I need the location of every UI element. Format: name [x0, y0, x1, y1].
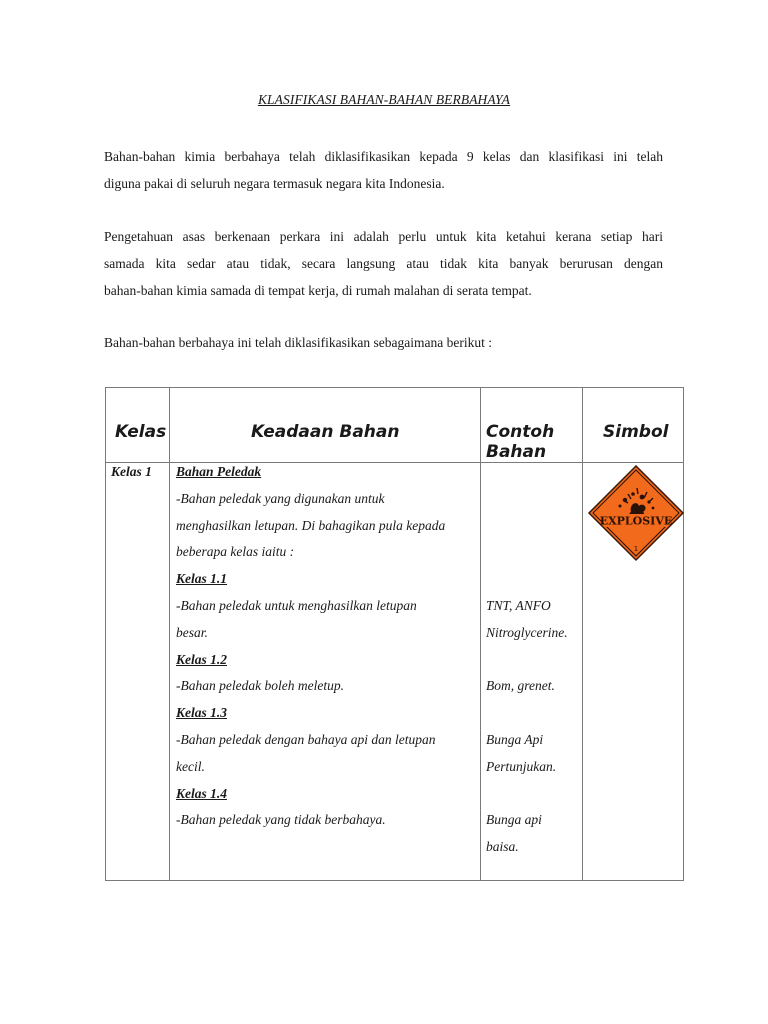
document-title: KLASIFIKASI BAHAN-BAHAN BERBAHAYA — [257, 92, 511, 107]
paragraph-line: samada kita sedar atau tidak, secara langsung atau tidak kita banyak berurusan dengan — [104, 256, 663, 271]
class-description-line: -Bahan peledak yang digunakan untuk — [176, 490, 385, 506]
example-line: baisa. — [486, 839, 519, 855]
class-description-line: -Bahan peledak yang tidak berbahaya. — [176, 812, 386, 828]
class-heading: Kelas 1.1 — [176, 571, 228, 587]
class-description-line: -Bahan peledak boleh meletup. — [176, 678, 344, 694]
paragraph-line: diguna pakai di seluruh negara termasuk negara kita Indonesia. — [104, 176, 445, 191]
hazard-class-number: 1 — [633, 545, 639, 553]
explosive-label: EXPLOSIVE — [599, 514, 673, 528]
classification-intro — [104, 329, 663, 356]
class-heading: Kelas 1.3 — [176, 705, 228, 721]
paragraph-line: Bahan-bahan kimia berbahaya telah diklasifikasikan kepada 9 kelas dan klasifikasi ini telah — [104, 149, 663, 164]
header-simbol: Simbol — [603, 422, 669, 442]
example-line: Bom, grenet. — [486, 678, 555, 694]
class-heading: Bahan Peledak — [176, 464, 262, 479]
header-contoh-bahan: Contoh Bahan — [486, 422, 555, 462]
header-kelas: Kelas — [115, 422, 167, 442]
class-description-line: menghasilkan letupan. Di bahagikan pula kepada — [176, 517, 446, 533]
example-line: TNT, ANFO — [486, 598, 551, 613]
explosive-hazard-icon — [587, 464, 685, 562]
row-kelas-label: Kelas 1 — [111, 464, 152, 479]
class-description-line: -Bahan peledak untuk menghasilkan letupan — [176, 598, 417, 613]
class-description-line: beberapa kelas iaitu : — [176, 544, 295, 560]
example-line: Bunga Api — [486, 732, 544, 747]
class-description-line: kecil. — [176, 758, 205, 774]
example-line: Bunga api — [486, 812, 542, 828]
class-description-line: besar. — [176, 624, 208, 640]
classification-table — [105, 387, 684, 881]
knowledge-paragraph — [104, 223, 663, 304]
paragraph-line: bahan-bahan kimia samada di tempat kerja, di rumah malahan di serata tempat. — [104, 283, 532, 298]
paragraph-line: Bahan-bahan berbahaya ini telah diklasifikasikan sebagaimana berikut : — [104, 335, 492, 350]
example-line: Nitroglycerine. — [486, 624, 568, 640]
paragraph-line: Pengetahuan asas berkenaan perkara ini adalah perlu untuk kita ketahui kerana setiap hari — [104, 229, 663, 244]
class-heading: Kelas 1.4 — [176, 785, 228, 801]
intro-paragraph — [104, 143, 663, 197]
class-heading: Kelas 1.2 — [176, 651, 228, 667]
class-description-line: -Bahan peledak dengan bahaya api dan letupan — [176, 732, 436, 747]
example-line: Pertunjukan. — [486, 758, 557, 774]
header-keadaan-bahan: Keadaan Bahan — [251, 422, 400, 442]
